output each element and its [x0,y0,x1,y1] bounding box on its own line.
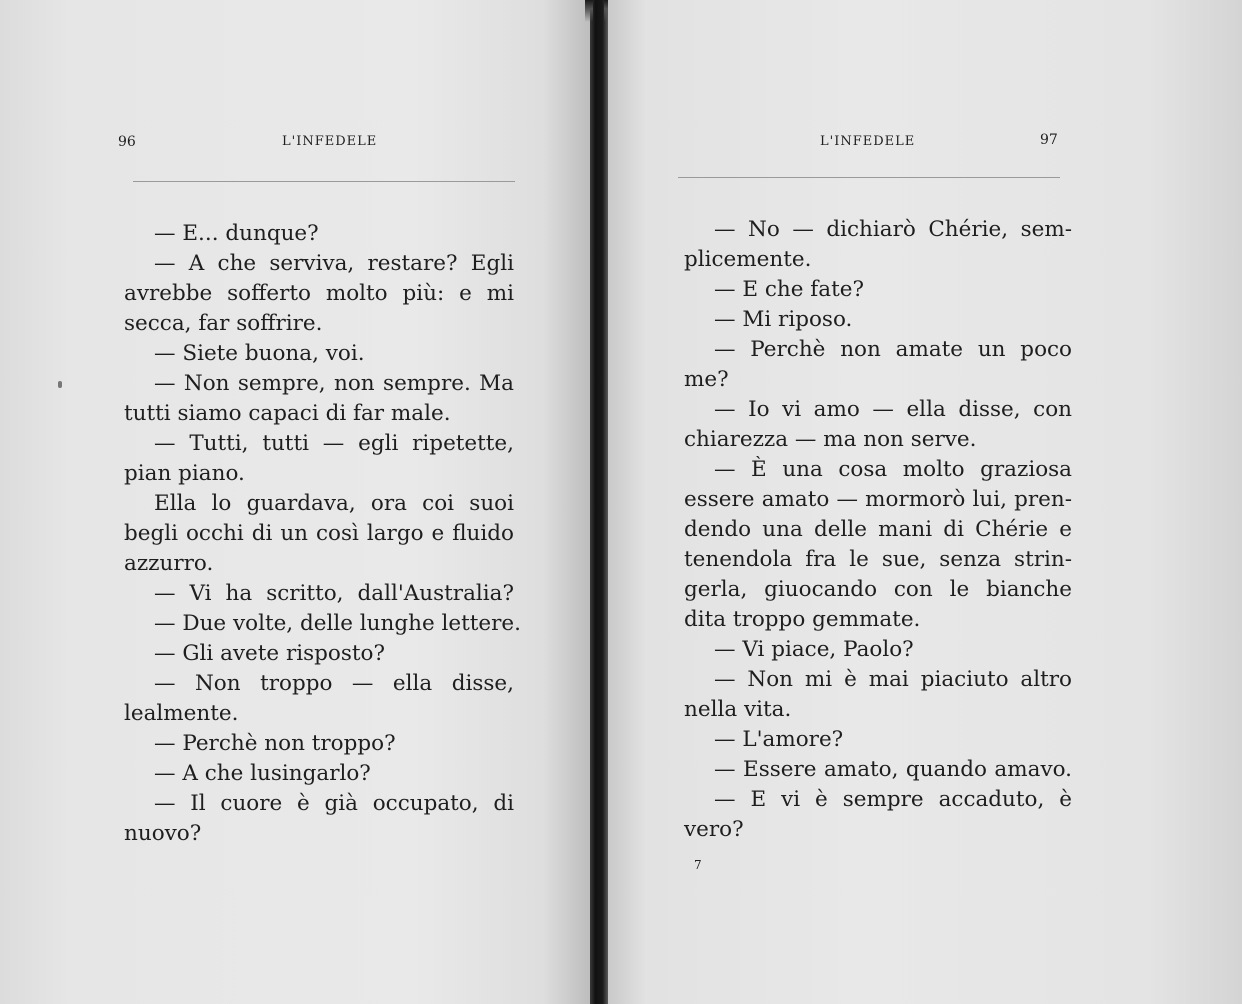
text-line: Ella lo guardava, ora coi suoi [154,491,514,516]
running-head-left: L'INFEDELE [282,134,378,149]
text-line: lealmente. [124,701,239,726]
text-line: — Essere amato, quando amavo. [714,757,1072,782]
left-page-text [124,219,521,849]
signature-mark: 7 [694,858,702,872]
running-head-right: L'INFEDELE [820,134,916,149]
text-line: — Tutti, tutti — egli ripetette, [154,431,514,456]
text-line: — Mi riposo. [714,307,853,332]
text-line: pian piano. [124,461,245,486]
page-number-right: 97 [1040,132,1058,148]
text-line: — Perchè non amate un poco [714,337,1072,362]
text-line: essere amato — mormorò lui, pren- [684,487,1072,512]
text-line: — Non sempre, non sempre. Ma [154,371,514,396]
right-page-text [684,215,1072,845]
gutter-shadow [585,0,593,22]
text-line: secca, far soffrire. [124,311,323,336]
text-line: — E vi è sempre accaduto, è [714,787,1072,812]
text-line: — No — dichiarò Chérie, sem- [714,217,1072,242]
text-line: — Vi ha scritto, dall'Australia? [154,581,514,606]
text-line: — Non mi è mai piaciuto altro [714,667,1072,692]
text-line: — Non troppo — ella disse, [154,671,514,696]
text-line: — Il cuore è già occupato, di [154,791,514,816]
text-line: chiarezza — ma non serve. [684,427,977,452]
text-line: azzurro. [124,551,214,576]
text-line: vero? [684,817,744,842]
text-line: — Io vi amo — ella disse, con [714,397,1072,422]
text-line: begli occhi di un così largo e fluido [124,521,514,546]
text-line: — Perchè non troppo? [154,731,396,756]
page-number-left: 96 [118,134,136,150]
text-line: plicemente. [684,247,812,272]
text-line: — Vi piace, Paolo? [714,637,914,662]
text-line: — E che fate? [714,277,864,302]
text-line: — Due volte, delle lunghe lettere. [154,611,521,636]
text-line: tutti siamo capaci di far male. [124,401,451,426]
text-line: avrebbe sofferto molto più: e mi [124,281,514,306]
book-gutter [590,0,608,1004]
text-line: dita troppo gemmate. [684,607,921,632]
header-rule-left [133,181,515,182]
ink-speck [58,381,62,388]
text-line: nuovo? [124,821,202,846]
text-line: — Siete buona, voi. [154,341,365,366]
text-line: tenendola fra le sue, senza strin- [684,547,1072,572]
text-line: nella vita. [684,697,792,722]
text-line: — A che serviva, restare? Egli [154,251,514,276]
text-line: — L'amore? [714,727,844,752]
text-line: — A che lusingarlo? [154,761,371,786]
text-line: — È una cosa molto graziosa [714,457,1072,482]
header-rule-right [678,177,1060,178]
text-line: dendo una delle mani di Chérie e [684,517,1072,542]
text-line: me? [684,367,729,392]
right-page [608,0,1242,1004]
text-line: — E... dunque? [154,221,319,246]
text-line: — Gli avete risposto? [154,641,386,666]
text-line: gerla, giuocando con le bianche [684,577,1072,602]
left-page [0,0,590,1004]
